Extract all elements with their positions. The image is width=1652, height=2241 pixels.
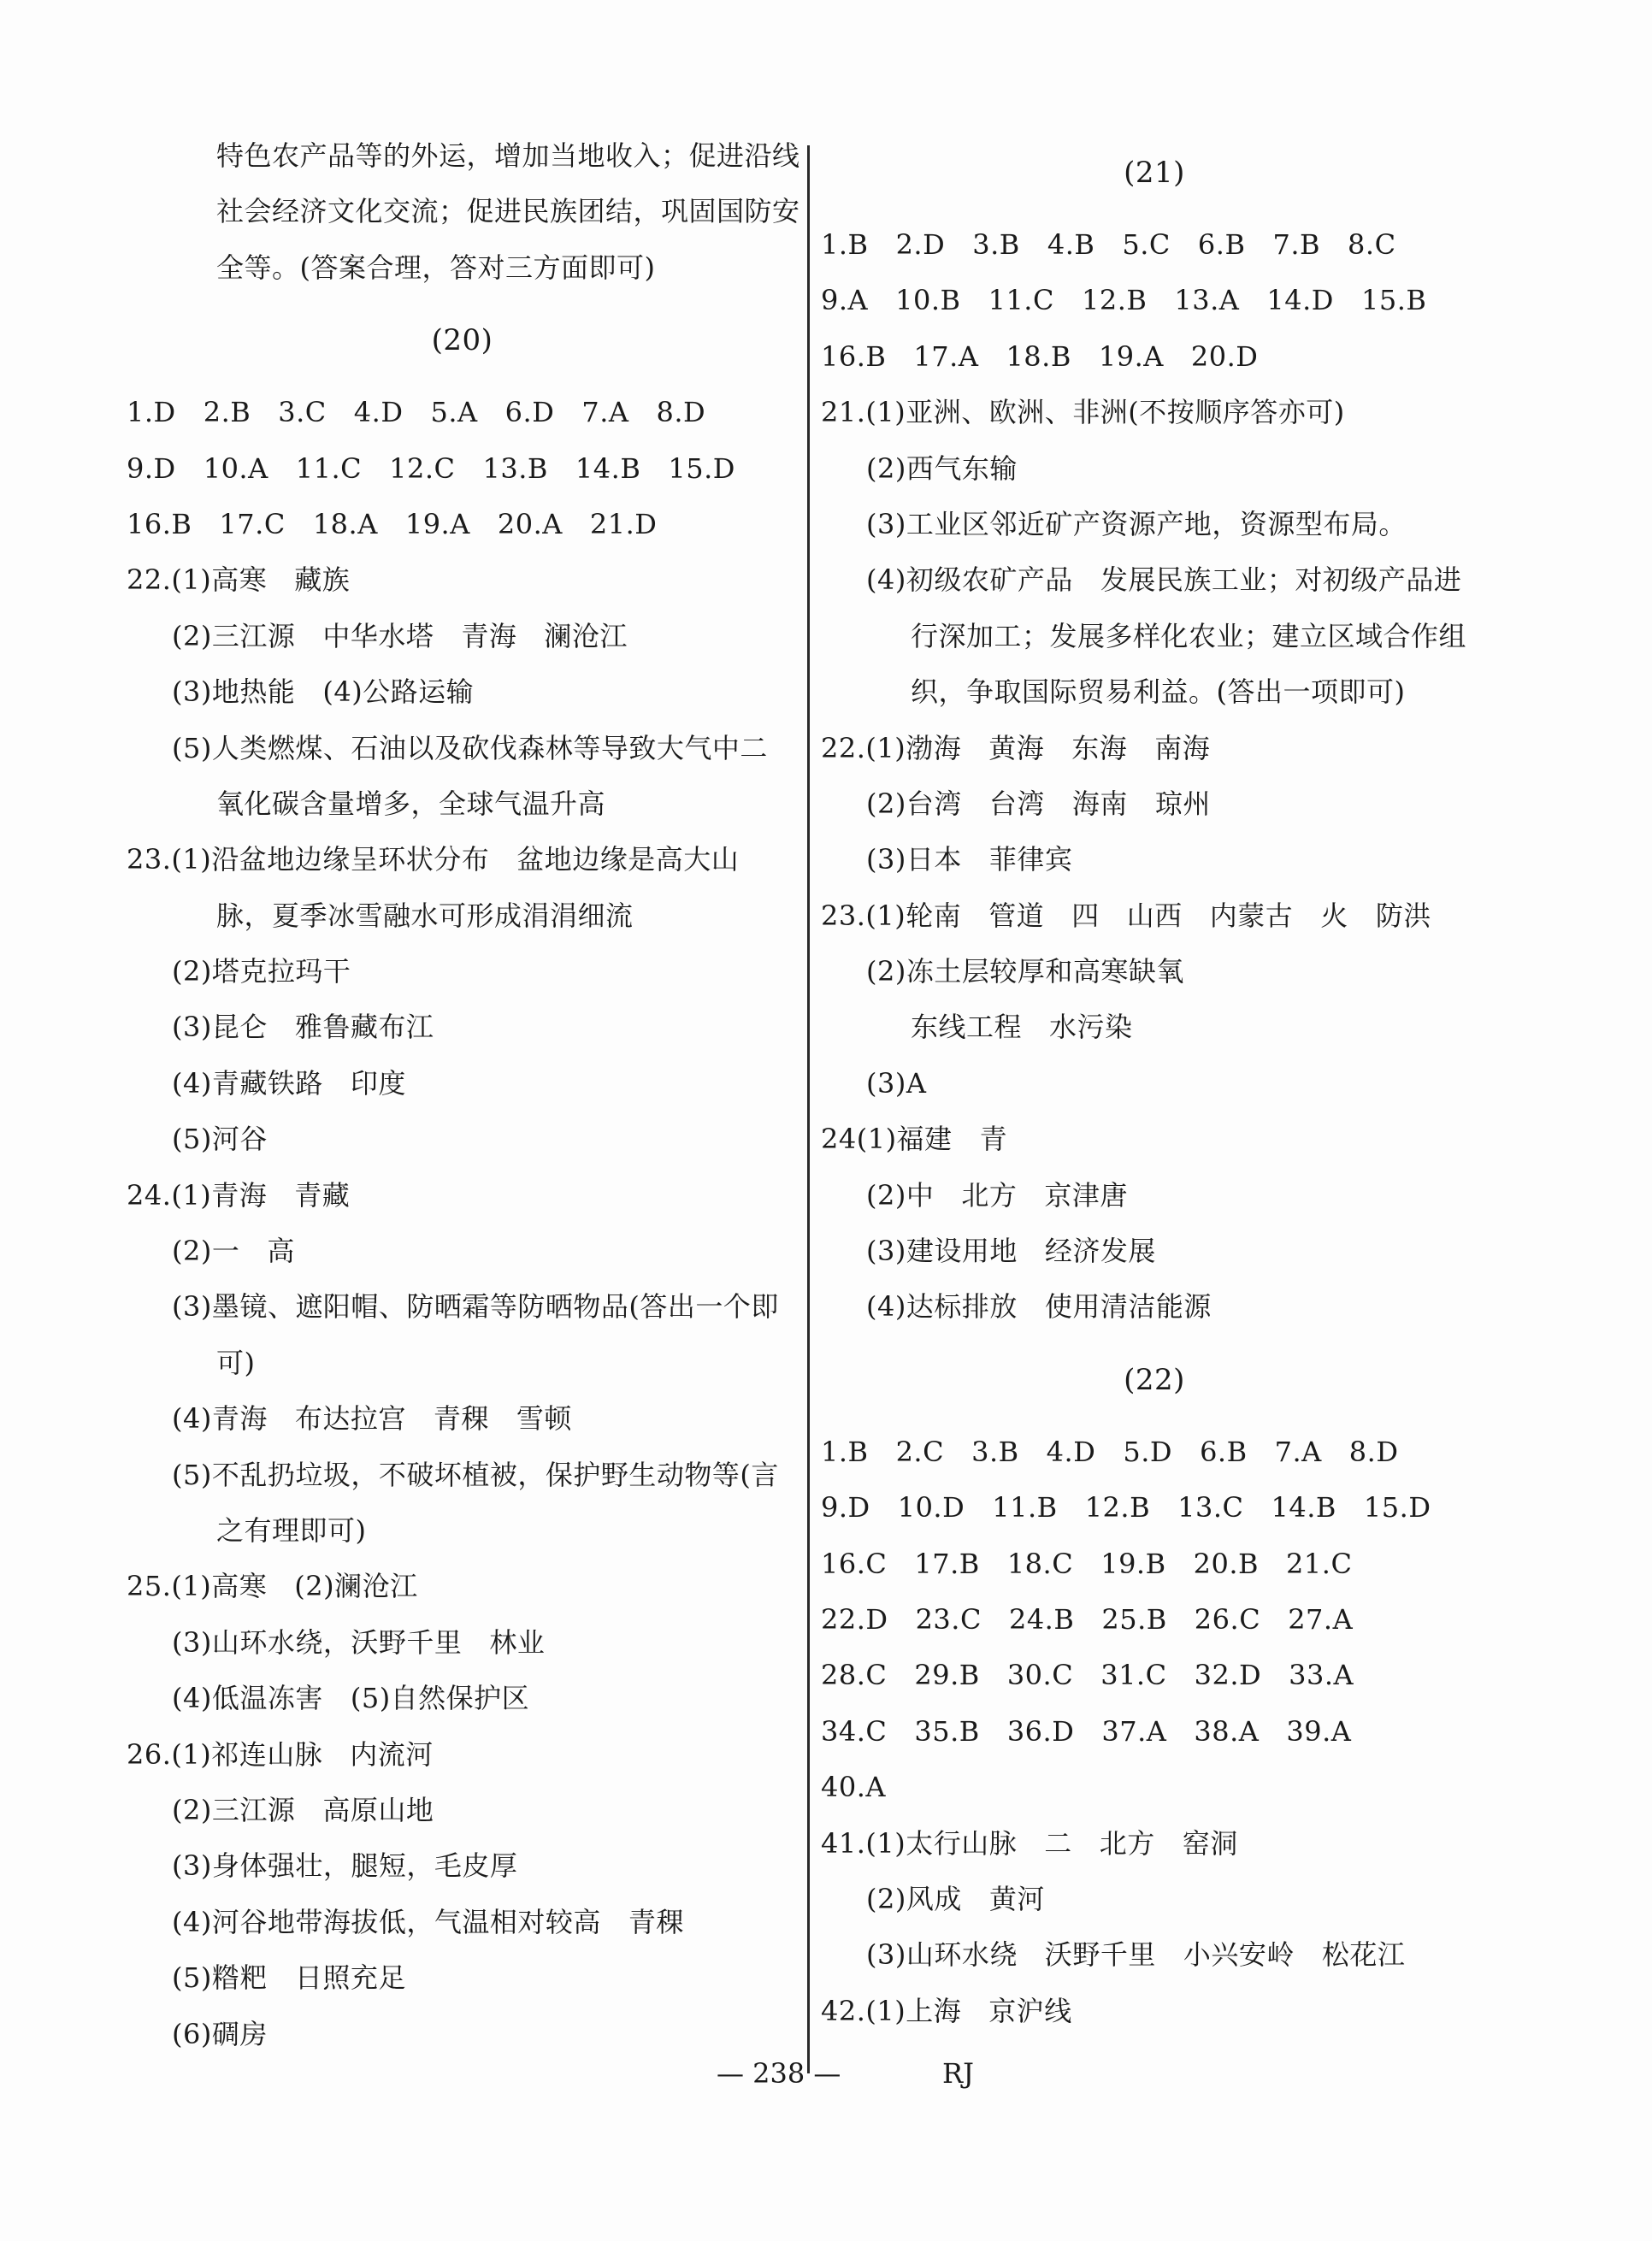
answer-line: (2)三江源 中华水塔 青海 澜沧江 (172, 619, 628, 652)
answer-line: 9.D 10.D 11.B 12.B 13.C 14.B 15.D (821, 1491, 1431, 1524)
column-divider (807, 145, 810, 2073)
answer-line: (5)人类燃煤、石油以及砍伐森林等导致大气中二 (172, 731, 768, 764)
answer-line: (3)地热能 (4)公路运输 (172, 675, 475, 709)
answer-line: 28.C 29.B 30.C 31.C 32.D 33.A (821, 1659, 1354, 1692)
answer-line: (2)西气东输 (866, 451, 1018, 485)
answer-line: 氧化碳含量增多，全球气温升高 (216, 787, 606, 820)
answer-line: 16.B 17.A 18.B 19.A 20.D (821, 339, 1259, 373)
answer-line: 9.D 10.A 11.C 12.C 13.B 14.B 15.D (127, 451, 735, 485)
answer-line: (4)青藏铁路 印度 (172, 1066, 406, 1100)
answer-line: 24(1)福建 青 (821, 1123, 1008, 1156)
answer-line: (2)中 北方 京津唐 (866, 1178, 1128, 1212)
answer-line: 25.(1)高寒 (2)澜沧江 (127, 1570, 418, 1603)
answer-line: (6)碉房 (172, 2017, 268, 2050)
answer-line: 21.(1)亚洲、欧洲、非洲(不按顺序答亦可) (821, 396, 1345, 429)
answer-line: 26.(1)祁连山脉 内流河 (127, 1737, 434, 1771)
answer-line: 社会经济文化交流；促进民族团结，巩固国防安 (216, 195, 800, 228)
answer-line: (5)河谷 (172, 1123, 268, 1156)
answer-line: 40.A (821, 1771, 886, 1804)
answer-line: (4)河谷地带海拔低，气温相对较高 青稞 (172, 1905, 684, 1938)
answer-line: 脉，夏季冰雪融水可形成涓涓细流 (216, 899, 634, 932)
answer-line: (3)日本 菲律宾 (866, 843, 1073, 876)
answer-line: (3)山环水绕 沃野千里 小兴安岭 松花江 (866, 1938, 1406, 1972)
section-heading: (20) (431, 323, 493, 358)
answer-line: 23.(1)轮南 管道 四 山西 内蒙古 火 防洪 (821, 899, 1431, 932)
answer-line: 24.(1)青海 青藏 (127, 1178, 351, 1212)
answer-line: 行深加工；发展多样化农业；建立区域合作组 (911, 619, 1467, 652)
answer-line: 1.B 2.C 3.B 4.D 5.D 6.B 7.A 8.D (821, 1435, 1399, 1468)
answer-line: (3)身体强壮，腿短，毛皮厚 (172, 1849, 518, 1883)
answer-line: 34.C 35.B 36.D 37.A 38.A 39.A (821, 1714, 1352, 1748)
answer-line: (3)建设用地 经济发展 (866, 1235, 1156, 1268)
answer-line: 全等。(答案合理，答对三方面即可) (216, 251, 656, 284)
answer-line: 42.(1)上海 京沪线 (821, 1994, 1072, 2027)
page-number: — 238 — (717, 2057, 841, 2090)
answer-line: 22.D 23.C 24.B 25.B 26.C 27.A (821, 1602, 1354, 1636)
answer-line: 22.(1)高寒 藏族 (127, 563, 351, 597)
answer-line: 1.B 2.D 3.B 4.B 5.C 6.B 7.B 8.C (821, 228, 1396, 261)
answer-line: 23.(1)沿盆地边缘呈环状分布 盆地边缘是高大山 (127, 843, 740, 876)
answer-line: 1.D 2.B 3.C 4.D 5.A 6.D 7.A 8.D (127, 396, 706, 429)
right-column (821, 128, 1488, 2039)
edition-tag: RJ (942, 2057, 974, 2090)
answer-line: 41.(1)太行山脉 二 北方 窑洞 (821, 1826, 1238, 1860)
answer-line: (2)三江源 高原山地 (172, 1793, 434, 1826)
answer-line: (3)工业区邻近矿产资源产地，资源型布局。 (866, 507, 1407, 540)
answer-line: 特色农产品等的外运，增加当地收入；促进沿线 (216, 139, 800, 172)
answer-line: (4)青海 布达拉宫 青稞 雪顿 (172, 1402, 572, 1436)
section-heading: (21) (1124, 156, 1185, 190)
answer-line: (2)冻土层较厚和高寒缺氧 (866, 955, 1184, 988)
answer-line: (3)山环水绕，沃野千里 林业 (172, 1625, 546, 1659)
answer-line: (2)一 高 (172, 1235, 295, 1268)
answer-line: 可) (216, 1346, 256, 1379)
answer-line: 9.A 10.B 11.C 12.B 13.A 14.D 15.B (821, 284, 1427, 317)
answer-line: 织，争取国际贸易利益。(答出一项即可) (911, 675, 1406, 709)
answer-line: (2)塔克拉玛干 (172, 955, 351, 988)
answer-line: 之有理即可) (216, 1513, 367, 1547)
answer-line: (5)不乱扔垃圾，不破坏植被，保护野生动物等(言 (172, 1458, 779, 1491)
answer-line: (4)初级农矿产品 发展民族工业；对初级产品进 (866, 563, 1462, 597)
section-heading: (22) (1124, 1362, 1185, 1397)
answer-line: (4)达标排放 使用清洁能源 (866, 1290, 1212, 1324)
answer-line: (5)糌粑 日照充足 (172, 1961, 406, 1995)
answer-line: (2)台湾 台湾 海南 琼州 (866, 787, 1211, 820)
answer-line: (3)昆仑 雅鲁藏布江 (172, 1011, 434, 1044)
answer-line: (2)风成 黄河 (866, 1882, 1045, 1915)
answer-line: 16.B 17.C 18.A 19.A 20.A 21.D (127, 507, 658, 540)
answer-line: 16.C 17.B 18.C 19.B 20.B 21.C (821, 1547, 1353, 1580)
answer-line: (3)墨镜、遮阳帽、防晒霜等防晒物品(答出一个即 (172, 1290, 779, 1324)
answer-line: 东线工程 水污染 (911, 1011, 1133, 1044)
answer-line: (4)低温冻害 (5)自然保护区 (172, 1682, 530, 1715)
left-column (127, 128, 798, 2062)
answer-line: (3)A (866, 1066, 927, 1100)
answer-line: 22.(1)渤海 黄海 东海 南海 (821, 731, 1211, 764)
